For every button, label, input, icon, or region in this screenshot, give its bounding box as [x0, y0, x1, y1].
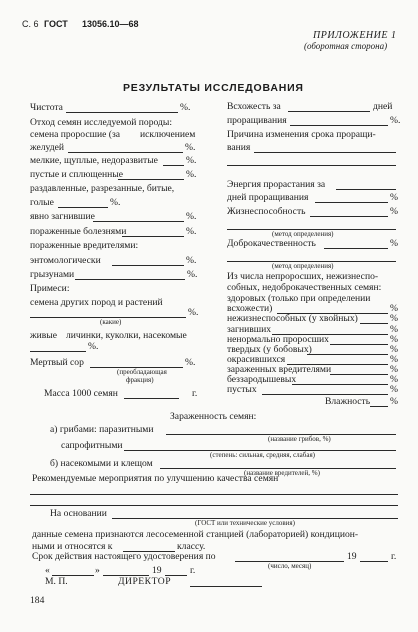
- rotting-pct: %: [390, 324, 398, 335]
- issue-quote-open: «: [45, 565, 50, 576]
- embryoless-line: [292, 384, 388, 385]
- colored-label: окрасившихся: [227, 354, 286, 365]
- class-label: классу.: [177, 541, 206, 552]
- rotten-line: [93, 221, 184, 222]
- energy-label: Энергия прорастания за: [227, 179, 326, 190]
- page-ref: С. 6: [22, 19, 39, 29]
- dead-debris-pct: %.: [185, 357, 196, 368]
- nonviable-line: [360, 323, 388, 324]
- germination-2: проращивания: [227, 115, 287, 126]
- empty-seeds-pct: %: [390, 384, 398, 395]
- reason-line-2: [227, 165, 396, 166]
- director-signature-line: [190, 586, 262, 587]
- acorns-line: [68, 152, 183, 153]
- infested-line: [330, 374, 388, 375]
- sprouted-label: семена проросшие (за: [30, 129, 120, 140]
- pests-label: пораженные вредителями:: [30, 240, 139, 251]
- issue-year: 19: [152, 565, 162, 576]
- infection-title: Зараженность семян:: [170, 411, 257, 422]
- data-line-1: данные семена признаются лесосеменной станцией (лабораторией) кондицион-: [32, 529, 359, 540]
- rotting-label: загнивших: [227, 324, 272, 335]
- germination-pct: %.: [390, 115, 401, 126]
- live-pct: %.: [88, 341, 99, 352]
- moisture-line: [370, 406, 388, 407]
- rodents-pct: %.: [187, 269, 198, 280]
- germination-days: дней: [373, 101, 393, 112]
- colored-pct: %: [390, 354, 398, 365]
- other-seeds-pct: %.: [188, 307, 199, 318]
- which-caption: (какие): [100, 318, 122, 326]
- except-label: исключением: [140, 129, 196, 140]
- entomo-pct: %.: [186, 255, 197, 266]
- waste-label: Отход семян исследуемой породы:: [30, 117, 173, 128]
- energy-pct: %: [390, 192, 398, 203]
- hard-label: твердых (у бобовых): [227, 344, 312, 355]
- nongerm-3: здоровых (только при определении: [227, 293, 371, 304]
- nonviable-label: нежизнеспособных (у хвойных): [227, 313, 358, 324]
- validity-g: г.: [391, 551, 397, 562]
- energy-days: дней проращивания: [227, 192, 309, 203]
- appendix-title: ПРИЛОЖЕНИЕ 1: [313, 30, 397, 41]
- small-label: мелкие, щуплые, недоразвитые: [30, 155, 158, 166]
- live-rest-label: личинки, куколки, насекомые: [66, 330, 187, 341]
- germination-line: [288, 111, 370, 112]
- recommend-line-1: [30, 494, 398, 495]
- rodents-label: грызунами: [30, 269, 75, 280]
- mass-label: Масса 1000 семян: [44, 388, 118, 399]
- nongerm-1: Из числа непроросших, нежизнеспо-: [227, 271, 379, 282]
- reason-label: Причина изменения срока проращи-: [227, 129, 376, 140]
- energy-line: [336, 189, 396, 190]
- impurities-label: Примеси:: [30, 283, 70, 294]
- germination-label: Всхожесть за: [227, 101, 281, 112]
- purity-label: Чистота: [30, 102, 63, 113]
- reason-2: вания: [227, 142, 251, 153]
- goodness-method: (метод определения): [272, 262, 334, 270]
- small-pct: %.: [186, 155, 197, 166]
- gost-tu-caption: (ГОСТ или технические условия): [195, 519, 295, 527]
- issue-quote-close: »: [95, 565, 100, 576]
- entomo-line: [112, 265, 184, 266]
- date-caption: (число, месяц): [268, 562, 312, 570]
- viability-line: [310, 216, 388, 217]
- goodness-pct: %: [390, 238, 398, 249]
- seal-label: М. П.: [45, 576, 68, 587]
- fungi-label: а) грибами: паразитными: [50, 424, 154, 435]
- moisture-pct: %: [390, 396, 398, 407]
- gost-number: 13056.10—68: [82, 19, 139, 29]
- entomo-label: энтомологически: [30, 255, 101, 266]
- page-title: РЕЗУЛЬТАТЫ ИССЛЕДОВАНИЯ: [123, 82, 304, 94]
- mass-line: [124, 398, 179, 399]
- gost-label: ГОСТ: [44, 19, 68, 29]
- crushed-label: раздавленные, разрезанные, битые,: [30, 183, 175, 194]
- rotten-label: явно загнившие: [30, 211, 95, 222]
- hard-pct: %: [390, 344, 398, 355]
- acorns-label: желудей: [30, 142, 65, 153]
- abnormal-pct: %: [390, 334, 398, 345]
- abnormal-label: ненормально проросших: [227, 334, 329, 345]
- embryoless-label: беззародышевых: [227, 374, 297, 385]
- validity-year-line: [360, 561, 388, 562]
- basis-label: На основании: [50, 508, 107, 519]
- other-seeds-label: семена других пород и растений: [30, 297, 163, 308]
- rotten-pct: %.: [186, 211, 197, 222]
- appendix-side: (оборотная сторона): [304, 41, 388, 51]
- live-line: [30, 351, 86, 352]
- nongerm-2: собных, недоброкачественных семян:: [227, 282, 382, 293]
- nonviable-pct: %: [390, 313, 398, 324]
- diseased-label: пораженные болезнями: [30, 226, 127, 237]
- empty-seeds-label: пустых: [227, 384, 257, 395]
- page-number: 184: [30, 595, 45, 606]
- empty-line: [118, 179, 184, 180]
- goodness-label: Доброкачественность: [227, 238, 316, 249]
- fraction-caption: фракция): [126, 376, 154, 384]
- germination-2-line: [290, 125, 388, 126]
- naked-pct: %.: [110, 197, 121, 208]
- goodness-line: [324, 248, 388, 249]
- diseased-line: [122, 236, 184, 237]
- validity-year: 19: [347, 551, 357, 562]
- acorns-pct: %.: [185, 142, 196, 153]
- diseased-pct: %.: [186, 226, 197, 237]
- data-line-2: ными и относятся к: [32, 541, 113, 552]
- empty-label: пустые и сплющенные: [30, 169, 123, 180]
- rodents-line: [75, 279, 185, 280]
- nongerm-4: всхожести): [227, 303, 273, 314]
- insects-label: б) насекомыми и клещом: [50, 458, 153, 469]
- dominant-caption: (преобладающая: [117, 368, 167, 376]
- empty-seeds-line: [262, 394, 388, 395]
- recommend-line-2: [30, 505, 398, 506]
- empty-pct: %.: [186, 169, 197, 180]
- purity-unit: %.: [180, 102, 191, 113]
- viability-pct: %: [390, 206, 398, 217]
- degree-caption: (степень: сильная, средняя, слабая): [210, 451, 315, 459]
- purity-line: [66, 112, 178, 113]
- small-line: [163, 165, 184, 166]
- mass-unit: г.: [192, 388, 198, 399]
- nongerm-pct: %: [390, 303, 398, 314]
- moisture-label: Влажность: [325, 396, 371, 407]
- naked-label: голые: [30, 197, 54, 208]
- energy-days-line: [315, 202, 388, 203]
- saprophytes-label: сапрофитными: [61, 440, 123, 451]
- infested-label: зараженных вредителями: [227, 364, 332, 375]
- pests-caption: (название вредителей, %): [244, 469, 320, 477]
- issue-g: г.: [190, 565, 196, 576]
- fungi-caption: (название грибов, %): [268, 435, 331, 443]
- live-label: живые: [30, 330, 57, 341]
- viability-method: (метод определения): [272, 230, 334, 238]
- reason-line-1: [254, 152, 396, 153]
- abnormal-line: [330, 344, 388, 345]
- infested-pct: %: [390, 364, 398, 375]
- recommend-label: Рекомендуемые мероприятия по улучшению качества семян: [32, 473, 279, 484]
- validity-label: Срок действия настоящего удостоверения по: [32, 551, 216, 562]
- dead-debris-label: Мертвый сор: [30, 357, 84, 368]
- hard-line: [307, 354, 388, 355]
- director-label: ДИРЕКТОР: [118, 576, 172, 587]
- embryoless-pct: %: [390, 374, 398, 385]
- viability-label: Жизнеспособность: [227, 206, 306, 217]
- naked-line: [58, 207, 108, 208]
